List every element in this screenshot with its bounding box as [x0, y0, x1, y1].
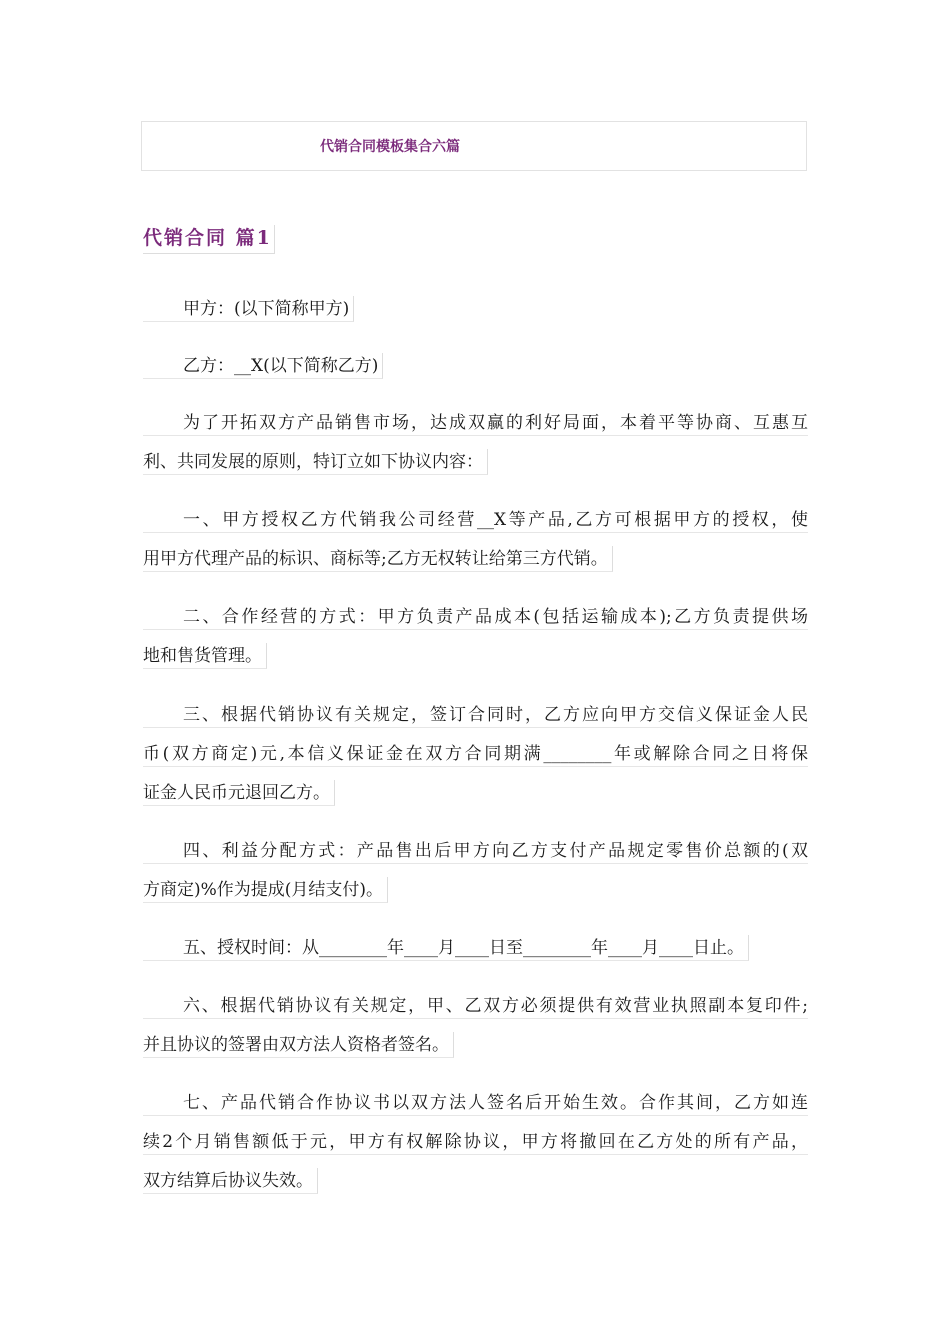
paragraph-line: 乙方：__X(以下简称乙方)	[143, 353, 383, 379]
paragraph-line: 证金人民币元退回乙方。	[143, 780, 335, 806]
contract-paragraph	[143, 838, 808, 916]
paragraph-line: 续2个月销售额低于元，甲方有权解除协议，甲方将撤回在乙方处的所有产品，	[143, 1129, 808, 1155]
paragraph-line: 币(双方商定)元,本信义保证金在双方合同期满________年或解除合同之日将保	[143, 741, 808, 767]
paragraph-line: 四、利益分配方式：产品售出后甲方向乙方支付产品规定零售价总额的(双	[143, 838, 808, 864]
contract-paragraph	[143, 296, 808, 335]
contract-paragraph	[143, 993, 808, 1071]
document-title: 代销合同模板集合六篇	[320, 139, 460, 155]
paragraph-line: 五、授权时间：从________年____月____日至________年____月____日止。	[143, 935, 749, 961]
paragraph-line: 用甲方代理产品的标识、商标等;乙方无权转让给第三方代销。	[143, 546, 613, 572]
paragraph-line: 三、根据代销协议有关规定，签订合同时，乙方应向甲方交信义保证金人民	[143, 702, 808, 728]
paragraph-line: 双方结算后协议失效。	[143, 1168, 318, 1194]
contract-paragraph	[143, 935, 808, 974]
contract-paragraph	[143, 1090, 808, 1207]
paragraph-line: 为了开拓双方产品销售市场，达成双赢的利好局面，本着平等协商、互惠互	[143, 410, 808, 436]
paragraph-line: 并且协议的签署由双方法人资格者签名。	[143, 1032, 454, 1058]
paragraph-line: 七、产品代销合作协议书以双方法人签名后开始生效。合作其间，乙方如连	[143, 1090, 808, 1116]
contract-paragraph	[143, 604, 808, 682]
contract-paragraph	[143, 507, 808, 585]
section-heading: 代销合同 篇1	[143, 225, 275, 254]
document-title-box	[141, 121, 807, 171]
paragraph-line: 利、共同发展的原则，特订立如下协议内容：	[143, 449, 488, 475]
paragraph-line: 一、甲方授权乙方代销我公司经营__X等产品,乙方可根据甲方的授权，使	[143, 507, 808, 533]
contract-paragraph	[143, 410, 808, 488]
paragraph-line: 二、合作经营的方式：甲方负责产品成本(包括运输成本);乙方负责提供场	[143, 604, 808, 630]
paragraph-line: 甲方：(以下简称甲方)	[143, 296, 354, 322]
paragraph-line: 方商定)%作为提成(月结支付)。	[143, 877, 388, 903]
paragraph-line: 六、根据代销协议有关规定，甲、乙双方必须提供有效营业执照副本复印件;	[143, 993, 808, 1019]
contract-paragraph	[143, 353, 808, 392]
paragraph-line: 地和售货管理。	[143, 643, 267, 669]
contract-paragraph	[143, 702, 808, 819]
